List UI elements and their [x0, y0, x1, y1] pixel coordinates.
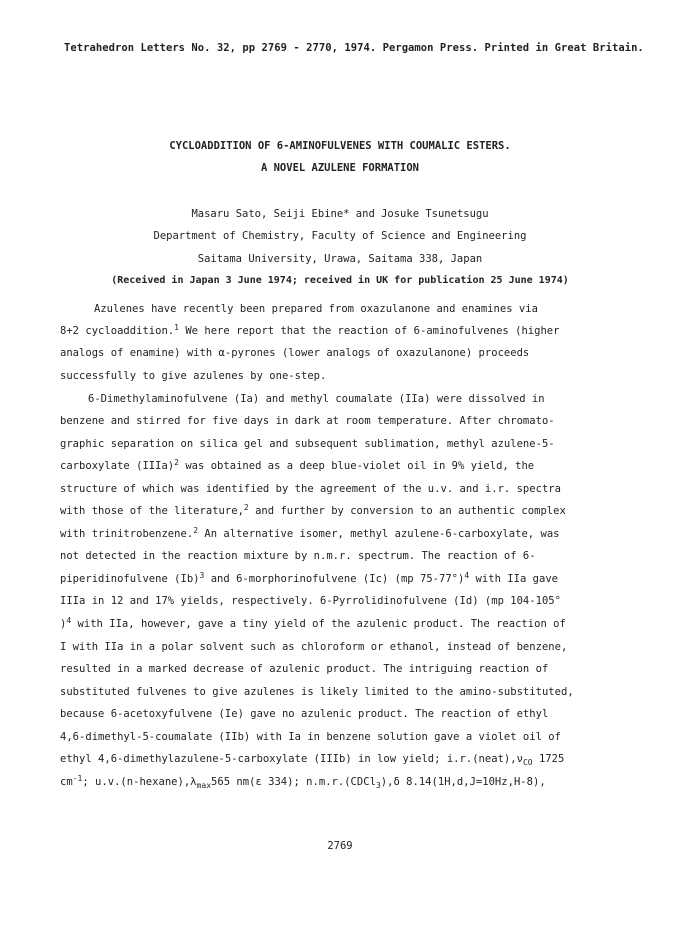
- body-line: $cm^{-1}$; $u.v.(n-hexane),\lambda_{max}565$ nm(ε 334); n.m.r.(CDCl$_3$),δ 8.14(1H,d,J=10Hz,H-8),: [60, 774, 546, 790]
- body-line: substituted fulvenes to give azulenes is likely limited to the amino-substituted,: [60, 686, 574, 698]
- body-line: because 6-acetoxyfulvene (Ie) gave no azulenic product. The reaction of ethyl: [60, 708, 549, 720]
- journal-header: Tetrahedron Letters No. 32, pp 2769 - 2770, 1974. Pergamon Press. Printed in Great Britain.: [64, 42, 644, 54]
- body-line: ethyl 4,6-dimethylazulene-5-carboxylate (IIIb) in low yield; $i.r.(neat),\nu_{CO}$ 1725: [60, 753, 565, 767]
- body-line: piperidinofulvene $(Ib)^3$ and 6-morphorinofulvene (Ic) (mp 75-77°)$^4$ with IIa gave: [60, 571, 559, 585]
- body-line: )$^4$ with IIa, however, gave a tiny yield of the azulenic product. The reaction of: [60, 616, 566, 630]
- body-line: successfully to give azulenes by one-step.: [60, 370, 327, 382]
- body-line: 4,6-dimethyl-5-coumalate (IIb) with Ia in benzene solution gave a violet oil of: [60, 731, 561, 743]
- paper-title-line2: A NOVEL AZULENE FORMATION: [260, 162, 420, 174]
- body-line: 8+2 cycloaddition.$^1$ We here report that the reaction of 6-aminofulvenes (higher: [60, 323, 560, 337]
- authors: Masaru Sato, Seiji Ebine* and Josuke Tsunetsugu: [191, 208, 489, 220]
- body-line: resulted in a marked decrease of azulenic product. The intriguing reaction of: [60, 663, 549, 675]
- body-line: structure of which was identified by the agreement of the u.v. and i.r. spectra: [60, 483, 561, 495]
- paper-title-line1: CYCLOADDITION OF 6-AMINOFULVENES WITH COUMALIC ESTERS.: [169, 140, 511, 152]
- body-line: I with IIa in a polar solvent such as chloroform or ethanol, instead of benzene,: [60, 641, 568, 653]
- body-line: Azulenes have recently been prepared from oxazulanone and enamines via: [94, 303, 538, 315]
- affiliation-department: Department of Chemistry, Faculty of Science and Engineering: [153, 230, 527, 242]
- affiliation-address: Saitama University, Urawa, Saitama 338, Japan: [197, 253, 483, 265]
- body-line: analogs of enamine) with α-pyrones (lower analogs of oxazulanone) proceeds: [60, 347, 530, 359]
- body-line: carboxylate (IIIa)$^2$ was obtained as a deep blue-violet oil in 9% yield, the: [60, 458, 535, 472]
- body-line: benzene and stirred for five days in dark at room temperature. After chromato-: [60, 415, 555, 427]
- body-line: with trinitrobenzene.$^2$ An alternative isomer, methyl azulene-6-carboxylate, was: [60, 526, 560, 540]
- received-dates: (Received in Japan 3 June 1974; received in UK for publication 25 June 1974): [111, 275, 569, 286]
- page-number: 2769: [327, 840, 353, 852]
- body-line: graphic separation on silica gel and subsequent sublimation, methyl azulene-5-: [60, 438, 555, 450]
- body-line: 6-Dimethylaminofulvene (Ia) and methyl coumalate (IIa) were dissolved in: [88, 393, 545, 405]
- body-line: IIIa in 12 and 17% yields, respectively. 6-Pyrrolidinofulvene (Id) (mp 104-105°: [60, 595, 561, 607]
- body-line: with those of the literature,$^2$ and further by conversion to an authentic complex: [60, 503, 566, 517]
- body-line: not detected in the reaction mixture by n.m.r. spectrum. The reaction of 6-: [60, 550, 536, 562]
